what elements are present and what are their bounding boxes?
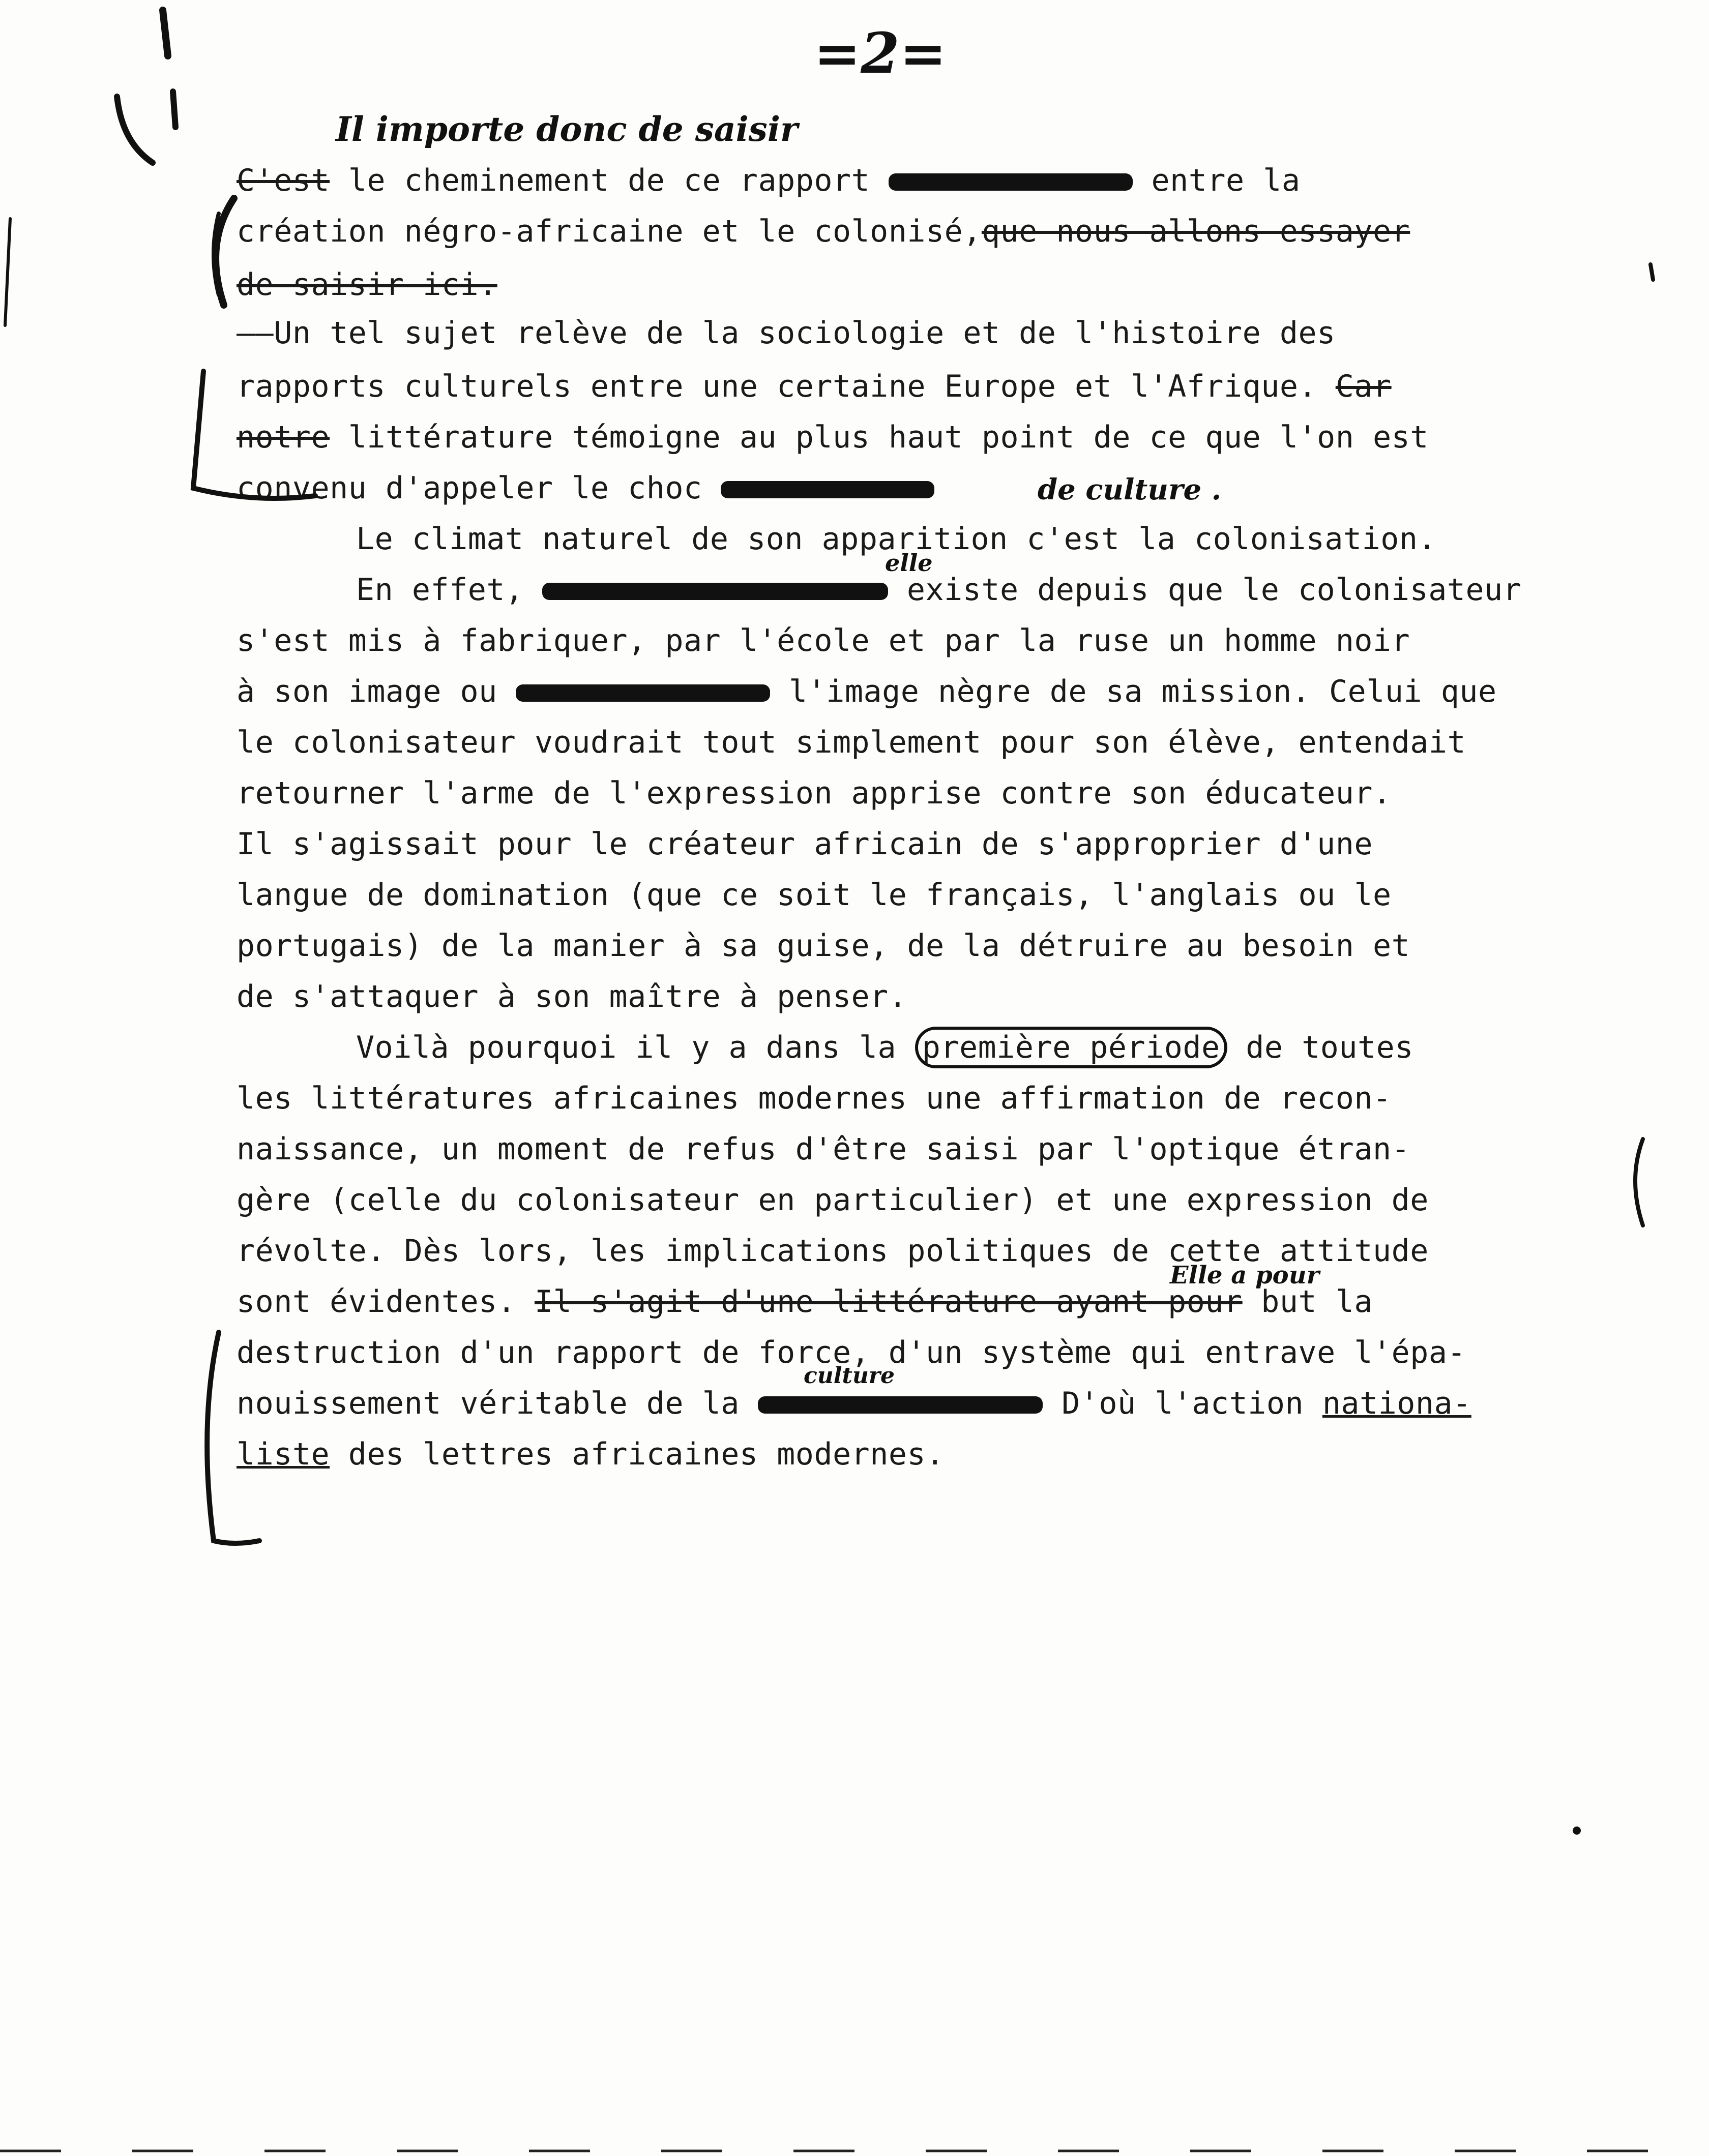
struck-word: notre [237,420,330,455]
line-text: nouissement véritable de la [237,1386,758,1421]
margin-tick [1651,264,1653,280]
margin-bracket-2 [193,371,315,498]
underlined-word: nationa- [1322,1386,1471,1421]
handwritten-dash: —— [237,315,274,351]
struck-text: Il s'agit d'une littérature ayant pour [534,1284,1243,1320]
line-21: gère (celle du colonisateur en particulier) et une expression de [237,1182,1429,1218]
line-text: de toutes [1227,1030,1413,1065]
line-8: Le climat naturel de son apparition c'est la colonisation. [356,521,1437,557]
line-text: existe depuis que le colonisateur [888,572,1522,608]
line-text: à son image ou [237,674,516,709]
line-22: révolte. Dès lors, les implications politiques de cette attitude [237,1233,1429,1269]
line-24: destruction d'un rapport de force, d'un système qui entrave l'épa- [237,1335,1466,1370]
line-text: rapports culturels entre une certaine Europe et l'Afrique. [237,369,1336,404]
line-text: D'où l'action [1043,1386,1322,1421]
handwritten-insert-apour: Elle a pour [1170,1261,1319,1290]
struck-text: que nous allons essayer [981,214,1410,249]
line-text: l'image nègre de sa mission. Celui que [770,674,1497,709]
line-text: entre la [1132,163,1301,198]
circled-phrase: première période [915,1027,1227,1068]
line-15: langue de domination (que ce soit le français, l'anglais ou le [237,877,1392,913]
struck-word: Car [1335,369,1392,404]
margin-paren-right [1635,1139,1643,1225]
ink-dot [1573,1826,1581,1835]
line-text: En effet, [356,572,543,608]
line-text: Un tel sujet relève de la sociologie et de l'histoire des [274,315,1336,351]
underlined-word: liste [237,1436,330,1472]
line-text: Voilà pourquoi il y a dans la [356,1030,915,1065]
line-text: convenu d'appeler le choc [237,470,721,506]
line-19: les littératures africaines modernes une affirmation de recon- [237,1081,1392,1116]
line-text: sont évidentes. [237,1284,535,1320]
line-20: naissance, un moment de refus d'être saisi par l'optique étran- [237,1131,1410,1167]
margin-stroke [117,97,153,163]
line-text: le cheminement de ce rapport [330,163,889,198]
line-text: création négro-africaine et le colonisé, [237,214,982,249]
line-text: but la [1242,1284,1373,1320]
handwritten-insert-culture: de culture . [1038,473,1222,506]
handwritten-insert-top: Il importe donc de saisir [336,109,798,149]
margin-edge-mark [5,219,10,325]
line-14: Il s'agissait pour le créateur africain de s'approprier d'une [237,826,1373,862]
line-13: retourner l'arme de l'expression apprise contre son éducateur. [237,775,1392,811]
margin-bracket-3 [207,1332,259,1543]
line-17: de s'attaquer à son maître à penser. [237,979,907,1014]
margin-stroke [163,10,168,56]
line-16: portugais) de la manier à sa guise, de la détruire au besoin et [237,928,1410,964]
handwritten-insert-culture-2: culture [804,1363,895,1389]
struck-word: C'est [237,163,330,198]
line-3: de saisir ici. [237,267,497,303]
line-10: s'est mis à fabriquer, par l'école et par la ruse un homme noir [237,623,1410,658]
line-text: littérature témoigne au plus haut point de ce que l'on est [330,420,1429,455]
line-12: le colonisateur voudrait tout simplement pour son élève, entendait [237,725,1466,760]
handwritten-insert-elle: elle [885,549,933,577]
page-number: =2= [814,20,947,86]
line-text: des lettres africaines modernes. [330,1436,945,1472]
margin-stroke [173,92,175,127]
